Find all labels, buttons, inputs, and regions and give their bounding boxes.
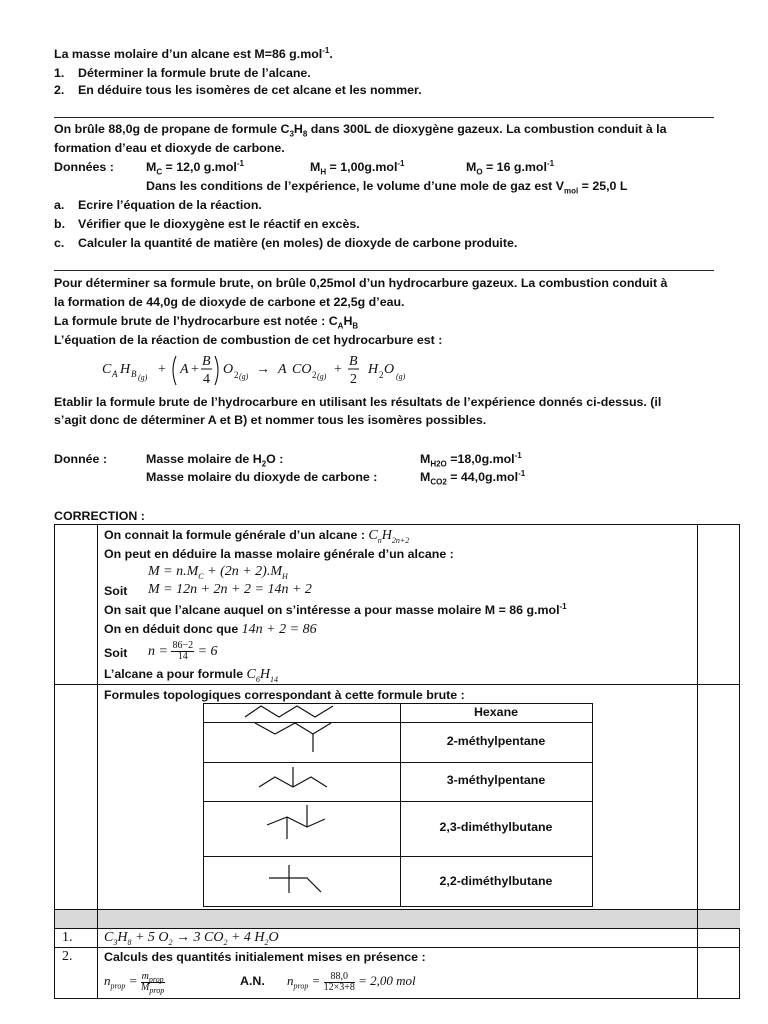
table-row-line-1 xyxy=(54,684,740,685)
eq-paren-left xyxy=(173,356,176,385)
separator-2 xyxy=(54,270,714,271)
isomer-name-3-methylpentane: 3-méthylpentane xyxy=(446,773,546,787)
correction-title: CORRECTION : xyxy=(54,509,145,523)
ex3-donnee-label: Donnée : xyxy=(54,452,108,466)
eq-plus-2: + xyxy=(191,362,199,377)
2-methylpentane-skeleton xyxy=(255,723,331,734)
corr-r1-molar-general: $M = n.M_C + (2n + 2).M_H$ xyxy=(148,564,288,581)
eq-frac-den: 4 xyxy=(203,372,210,387)
ex1-q2-number: 2. xyxy=(54,83,65,97)
ex2-line2: formation d’eau et dioxyde de carbone. xyxy=(54,141,285,155)
eq-h2o-h: H xyxy=(368,362,379,377)
eq-o-sub: 2 xyxy=(234,370,239,380)
combustion-equation-svg xyxy=(102,352,442,388)
eq-frac-num: B xyxy=(202,354,211,369)
ex2-donnees-label: Données : xyxy=(54,160,114,174)
corr-r1-line1: On connait la formule générale d’un alcane : $C_nH_{2n+2}$ xyxy=(104,528,410,545)
ex3-mco2-label: Masse molaire du dioxyde de carbone : xyxy=(146,470,378,484)
ex3-line1: Pour déterminer sa formule brute, on brûle 0,25mol d’un hydrocarbure gazeux. La combustion conduit à xyxy=(54,276,668,290)
eq-co2-g: (g) xyxy=(317,372,327,381)
corr-r1-soit1: Soit xyxy=(104,584,128,598)
corr-r1-line6: On en déduit donc que 14n + 2 = 86 xyxy=(104,622,317,637)
corr-r5-number: 2. xyxy=(62,949,73,964)
ex3-mh2o-value: $M_{H2O} =18,0g.mol^{-1}$ xyxy=(420,450,522,469)
corr-r5-line1: Calculs des quantités initialement mises en présence : xyxy=(104,950,426,964)
ex1-line1: La masse molaire d’un alcane est M=86 g.mol$^{-1}$. xyxy=(54,45,333,61)
separator-1 xyxy=(54,117,714,118)
eq-o-g: (g) xyxy=(239,372,249,381)
ex3-line4: L’équation de la réaction de combustion de cet hydrocarbure est : xyxy=(54,333,443,347)
ex2-qb: Vérifier que le dioxygène est le réactif en excès. xyxy=(78,217,360,231)
ex3-line5: Etablir la formule brute de l’hydrocarbure en utilisant les résultats de l’expérience donnés ci-dessus. (il xyxy=(54,395,662,409)
corr-r1-line8: L’alcane a pour formule $C_6H_{14}$ xyxy=(104,667,278,684)
corr-r5-an-calc: $n_{prop}$ = $\frac{88,0}{12\times 3+8}$ = 2,00 mol xyxy=(287,970,416,993)
corr-r4-equation: $C_3H_8 + 5$ $O_2 \to 3$ $CO_2 + 4$ $H_2O$ xyxy=(104,930,279,947)
table-shaded-row xyxy=(55,910,740,928)
corr-r1-line2: On peut en déduire la masse molaire générale d’un alcane : xyxy=(104,547,454,561)
2-2-dimethylbutane-skeleton xyxy=(269,878,321,892)
ex2-qa-number: a. xyxy=(54,198,65,212)
ex3-line3: La formule brute de l’hydrocarbure est notée : $C_AH_B$ xyxy=(54,314,359,331)
corr-r1-molar-simplified: M = 12n + 2n + 2 = 14n + 2 xyxy=(148,582,312,597)
ex3-line2: la formation de 44,0g de dioxyde de carbone et 22,5g d’eau. xyxy=(54,295,405,309)
skeletal-formulas xyxy=(203,703,400,907)
eq-co2-coef: A xyxy=(278,362,287,377)
eq-frac2-den: 2 xyxy=(350,372,357,387)
eq-co2: CO xyxy=(292,362,312,377)
ex2-conditions: Dans les conditions de l’expérience, le volume d’une mole de gaz est $V_{mol} = 25,0$ L xyxy=(146,179,628,196)
eq-h2o-o: O xyxy=(384,362,395,377)
isomer-name-2-methylpentane: 2-méthylpentane xyxy=(446,734,546,748)
corr-r1-n-calc: n = $\frac{86-2}{14}$ = 6 xyxy=(148,640,218,663)
corr-r4-number: 1. xyxy=(62,930,73,945)
ex2-mass-o: $M_O = 16$ g.mol$^{-1}$ xyxy=(466,158,555,177)
isomer-name-2-3-dimethylbutane: 2,3-diméthylbutane xyxy=(439,820,553,834)
ex2-qb-number: b. xyxy=(54,217,66,231)
corr-r2-title: Formules topologiques correspondant à cette formule brute : xyxy=(104,688,465,702)
ex2-qc: Calculer la quantité de matière (en moles) de dioxyde de carbone produite. xyxy=(78,236,518,250)
ex1-q1: Déterminer la formule brute de l’alcane. xyxy=(78,66,311,80)
ex3-mco2-value: $M_{CO2} = 44,0g.mol^{-1}$ xyxy=(420,468,526,487)
eq-a: A xyxy=(180,362,189,377)
eq-plus-3: + xyxy=(334,362,342,377)
isomer-name-hexane: Hexane xyxy=(473,705,519,719)
table-row-line-3 xyxy=(54,928,740,929)
eq-a-sub: A xyxy=(112,369,118,379)
eq-h: H xyxy=(120,362,131,377)
eq-co2-sub: 2 xyxy=(312,370,317,380)
ex2-mass-c: $M_C = 12,0$ g.mol$^{-1}$ xyxy=(146,158,244,177)
corr-r5-formula: $n_{prop}$ = $\frac{m_{prop}}{M_{prop}}$ xyxy=(104,970,165,995)
table-row-line-4 xyxy=(54,947,740,948)
corr-r1-soit2: Soit xyxy=(104,646,128,660)
eq-paren-right xyxy=(215,356,218,385)
eq-b-sub: B xyxy=(131,369,137,379)
eq-frac2-num: B xyxy=(349,354,358,369)
hexane-skeleton xyxy=(245,706,333,717)
isomer-name-2-2-dimethylbutane: 2,2-diméthylbutane xyxy=(439,874,553,888)
eq-o: O xyxy=(223,362,234,377)
shade-col-line-2 xyxy=(697,910,698,928)
eq-g-sub: (g) xyxy=(138,373,148,382)
ex2-line1: On brûle 88,0g de propane de formule $C_3H_8$ dans 300L de dioxygène gazeux. La combustion conduit à la xyxy=(54,122,667,139)
2-3-dimethylbutane-skeleton xyxy=(267,817,325,827)
eq-h2o-sub: 2 xyxy=(379,370,384,380)
ex1-q2: En déduire tous les isomères de cet alcane et les nommer. xyxy=(78,83,422,97)
eq-arrow: → xyxy=(256,362,270,377)
ex1-q1-number: 1. xyxy=(54,66,65,80)
ex2-mass-h: $M_H = 1,00g.mol^{-1}$ xyxy=(310,158,405,177)
ex3-line6: s’agit donc de déterminer A et B) et nommer tous les isomères possibles. xyxy=(54,413,487,427)
corr-r5-an-label: A.N. xyxy=(240,974,265,988)
ex2-qa: Ecrire l’équation de la réaction. xyxy=(78,198,262,212)
shade-col-line-1 xyxy=(97,910,98,928)
eq-c: C xyxy=(102,362,112,377)
eq-h2o-g: (g) xyxy=(396,372,406,381)
eq-plus-1: + xyxy=(158,362,166,377)
corr-r1-line5: On sait que l’alcane auquel on s’intéresse a pour masse molaire M = 86 g.mol$^{-1}$ xyxy=(104,601,567,617)
ex3-mh2o-label: Masse molaire de $H_2O$ : xyxy=(146,452,284,469)
ex2-qc-number: c. xyxy=(54,236,65,250)
